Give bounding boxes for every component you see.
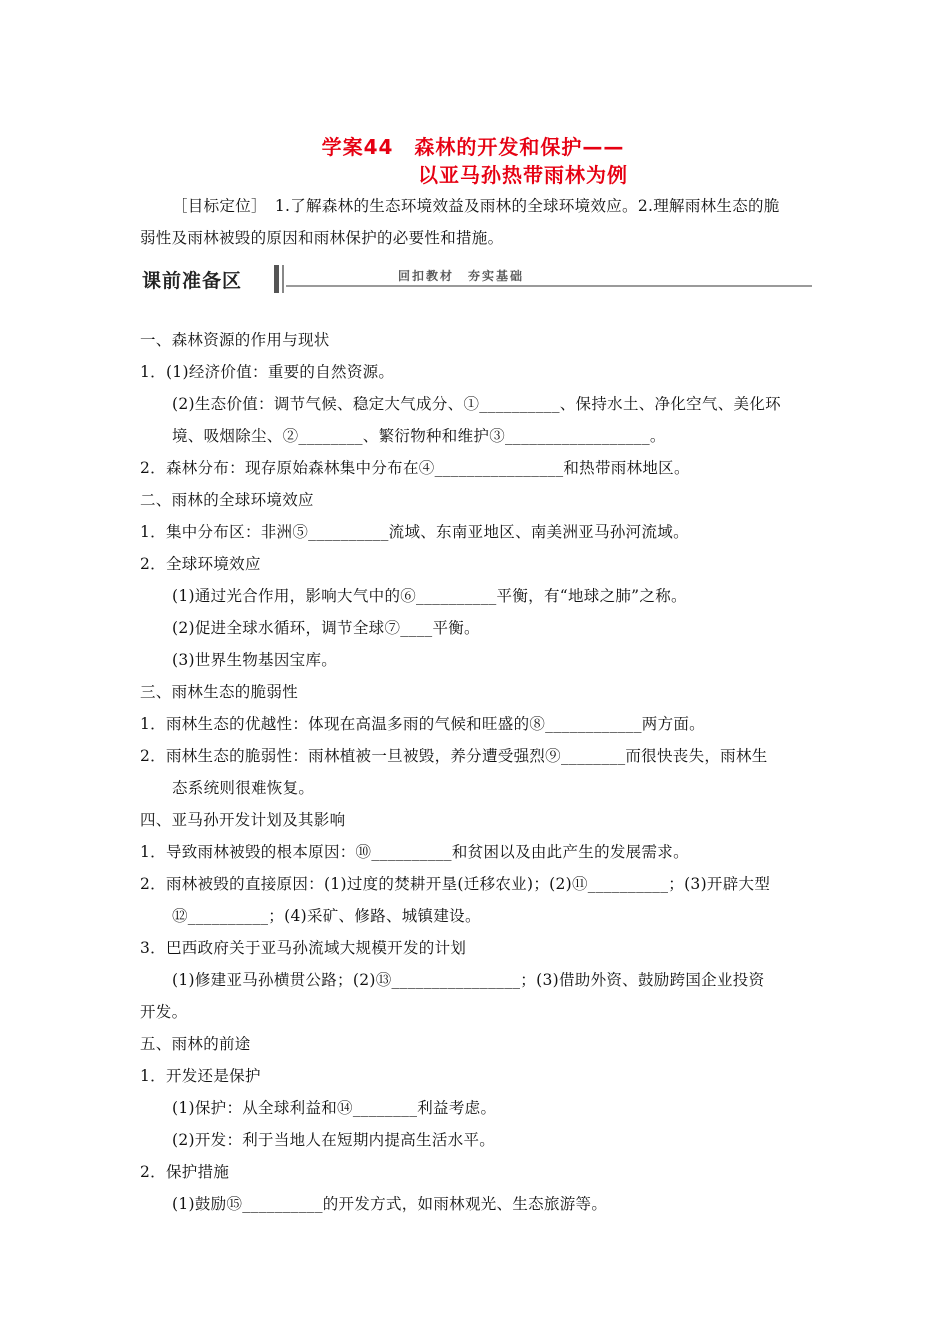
section-heading: 五、雨林的前途 xyxy=(140,1035,251,1053)
banner-subtitle: 回扣教材 夯实基础 xyxy=(398,269,525,283)
section-heading: 四、亚马孙开发计划及其影响 xyxy=(140,811,346,829)
content-line: (1)通过光合作用，影响大气中的⑥__________平衡，有“地球之肺”之称。 xyxy=(172,587,687,605)
content-line: 2．森林分布：现存原始森林集中分布在④________________和热带雨林地区。 xyxy=(140,459,690,477)
content-line: (1)修建亚马孙横贯公路；(2)⑬________________；(3)借助外资、鼓励跨国企业投资 xyxy=(172,971,765,989)
content-line: (1)保护：从全球利益和⑭________利益考虑。 xyxy=(172,1099,497,1117)
content-line: 态系统则很难恢复。 xyxy=(172,779,315,797)
content-line: 1．导致雨林被毁的根本原因：⑩__________和贫困以及由此产生的发展需求。 xyxy=(140,843,689,861)
content-line: 2．全球环境效应 xyxy=(140,555,261,573)
content-line: (3)世界生物基因宝库。 xyxy=(172,651,338,669)
content-line: 1．(1)经济价值：重要的自然资源。 xyxy=(140,363,395,381)
objective-line-2: 弱性及雨林被毁的原因和雨林保护的必要性和措施。 xyxy=(140,229,504,247)
content-line: (1)鼓励⑮__________的开发方式，如雨林观光、生态旅游等。 xyxy=(172,1195,608,1213)
content-line: (2)促进全球水循环，调节全球⑦____平衡。 xyxy=(172,619,480,637)
banner-rule xyxy=(286,285,812,287)
objective-line-1: ［目标定位］ 1.了解森林的生态环境效益及雨林的全球环境效应。2.理解雨林生态的脆 xyxy=(172,197,780,215)
content-line: (2)生态价值：调节气候、稳定大气成分、①__________、保持水土、净化空气、美化环 xyxy=(172,395,781,413)
content-line: 2．保护措施 xyxy=(140,1163,230,1181)
content-line: (2)开发：利于当地人在短期内提高生活水平。 xyxy=(172,1131,496,1149)
banner-label: 课前准备区 xyxy=(142,270,243,292)
content-line: 3．巴西政府关于亚马孙流域大规模开发的计划 xyxy=(140,939,467,957)
banner-divider xyxy=(274,265,279,293)
content-line: 2．雨林生态的脆弱性：雨林植被一旦被毁，养分遭受强烈⑨________而很快丧失，雨林生 xyxy=(140,747,768,765)
content-line: 开发。 xyxy=(140,1003,188,1021)
content-line: 1．集中分布区：非洲⑤__________流域、东南亚地区、南美洲亚马孙河流域。 xyxy=(140,523,689,541)
section-banner xyxy=(140,262,812,298)
section-heading: 二、雨林的全球环境效应 xyxy=(140,491,314,509)
content-line: 1．雨林生态的优越性：体现在高温多雨的气候和旺盛的⑧____________两方面。 xyxy=(140,715,705,733)
content-line: 2．雨林被毁的直接原因：(1)过度的焚耕开垦(迁移农业)；(2)⑪__________；(3)开辟大型 xyxy=(140,875,771,893)
page-title-line-1: 学案44 森林的开发和保护—— xyxy=(321,135,625,159)
banner-divider-thin xyxy=(282,265,284,293)
content-line: 1．开发还是保护 xyxy=(140,1067,261,1085)
section-heading: 三、雨林生态的脆弱性 xyxy=(140,683,299,701)
content-line: ⑫__________；(4)采矿、修路、城镇建设。 xyxy=(172,907,481,925)
page-title-line-2: 以亚马孙热带雨林为例 xyxy=(418,163,628,187)
content-line: 境、吸烟除尘、②________、繁衍物种和维护③__________________。 xyxy=(172,427,666,445)
section-heading: 一、森林资源的作用与现状 xyxy=(140,331,330,349)
